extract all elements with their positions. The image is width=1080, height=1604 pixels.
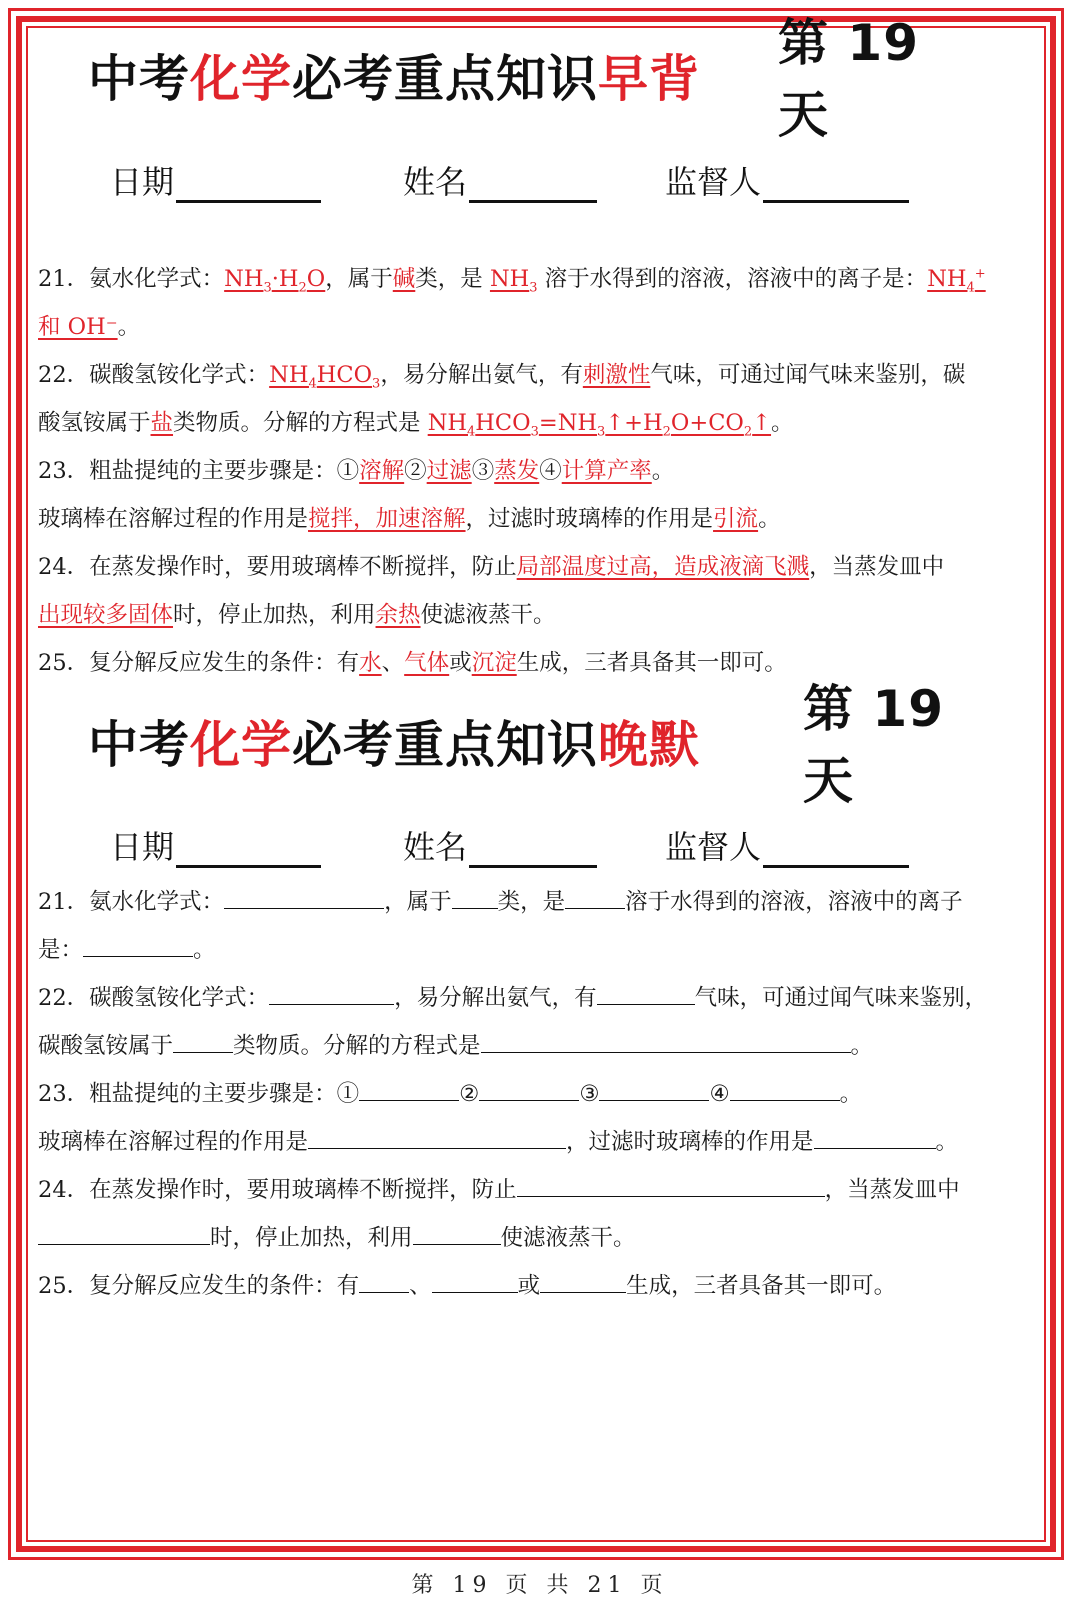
name-field[interactable] [469, 829, 597, 868]
morning-day-label: 第 19 天 [778, 14, 919, 144]
blank[interactable] [269, 978, 394, 1005]
evening-q21-line2: 是： 。 [38, 926, 1030, 974]
blank[interactable] [359, 1266, 409, 1293]
evening-q23-line2: 玻璃棒在溶解过程的作用是 ，过滤时玻璃棒的作用是 。 [38, 1118, 1030, 1166]
morning-q21-line1: 21．氨水化学式：$NH_3\cdot H_2O$，属于碱类，是 $NH_3$ 溶于水得到的溶液，溶液中的离子是：$NH_4^+$ [38, 266, 986, 296]
morning-q21-line2: 和 OH⁻。 [38, 314, 141, 340]
date-label: 日期 [110, 828, 175, 866]
name-label: 姓名 [403, 828, 468, 866]
blank[interactable] [452, 882, 498, 909]
supervisor-field[interactable] [763, 829, 909, 868]
blank[interactable] [308, 1122, 566, 1149]
blank[interactable] [173, 1026, 233, 1053]
blank[interactable] [432, 1266, 518, 1293]
morning-q23-line2: 玻璃棒在溶解过程的作用是搅拌，加速溶解，过滤时玻璃棒的作用是引流。 [38, 506, 781, 532]
evening-q24-line1: 24．在蒸发操作时，要用玻璃棒不断搅拌，防止 ，当蒸发皿中 [38, 1166, 1030, 1214]
morning-q24-line2: 出现较多固体时，停止加热，利用余热使滤液蒸干。 [38, 602, 556, 628]
blank[interactable] [540, 1266, 626, 1293]
evening-title: 中考 化学 必考重点知识 晚默 第 19 天 [88, 706, 988, 776]
name-field[interactable] [469, 164, 597, 203]
morning-q24-line1: 24．在蒸发操作时，要用玻璃棒不断搅拌，防止局部温度过高，造成液滴飞溅，当蒸发皿中 [38, 554, 945, 580]
evening-q22-line1: 22．碳酸氢铵化学式： ，易分解出氨气，有 气味，可通过闻气味来鉴别， [38, 974, 1030, 1022]
morning-q25: 25．复分解反应发生的条件：有水、气体或沉淀生成，三者具备其一即可。 [38, 650, 787, 676]
morning-q22-line2: 酸氢铵属于盐类物质。分解的方程式是 $NH_4HCO_3=NH_3↑+H_2O+CO_2↑$。 [38, 410, 794, 440]
evening-q24-line2: 时，停止加热，利用 使滤液蒸干。 [38, 1214, 1030, 1262]
blank[interactable] [38, 1218, 210, 1245]
blank[interactable] [730, 1074, 840, 1101]
blank[interactable] [597, 978, 695, 1005]
blank[interactable] [517, 1170, 825, 1197]
evening-q25: 25．复分解反应发生的条件：有 、 或 生成，三者具备其一即可。 [38, 1262, 1030, 1310]
morning-info-row [110, 153, 909, 203]
blank[interactable] [565, 882, 625, 909]
blank[interactable] [599, 1074, 709, 1101]
blank[interactable] [481, 1026, 851, 1053]
morning-q22-line1: 22．碳酸氢铵化学式：$NH_4HCO_3$，易分解出氨气，有刺激性气味，可通过闻气味来鉴别，碳 [38, 362, 966, 392]
supervisor-field[interactable] [763, 164, 909, 203]
name-label: 姓名 [403, 163, 468, 201]
evening-q22-line2: 碳酸氢铵属于 类物质。分解的方程式是 。 [38, 1022, 1030, 1070]
date-field[interactable] [176, 829, 321, 868]
blank[interactable] [413, 1218, 501, 1245]
supervisor-label: 监督人 [665, 163, 762, 201]
date-label: 日期 [110, 163, 175, 201]
morning-title: 中考 化学 必考重点知识 早背 第 19 天 [88, 40, 988, 110]
supervisor-label: 监督人 [665, 828, 762, 866]
blank[interactable] [83, 930, 193, 957]
evening-q23-line1: 23．粗盐提纯的主要步骤是：① ② ③ ④ 。 [38, 1070, 1030, 1118]
evening-q21-line1: 21．氨水化学式： ，属于 类，是 溶于水得到的溶液，溶液中的离子 [38, 878, 1030, 926]
morning-q23-line1: 23．粗盐提纯的主要步骤是：①溶解②过滤③蒸发④计算产率。 [38, 458, 675, 484]
page-footer: 第 19 页 共 21 页 [411, 1573, 669, 1598]
blank[interactable] [479, 1074, 579, 1101]
blank[interactable] [359, 1074, 459, 1101]
evening-day-label: 第 19 天 [803, 680, 944, 810]
date-field[interactable] [176, 164, 321, 203]
evening-info-row [110, 818, 909, 868]
blank[interactable] [224, 882, 384, 909]
blank[interactable] [814, 1122, 936, 1149]
